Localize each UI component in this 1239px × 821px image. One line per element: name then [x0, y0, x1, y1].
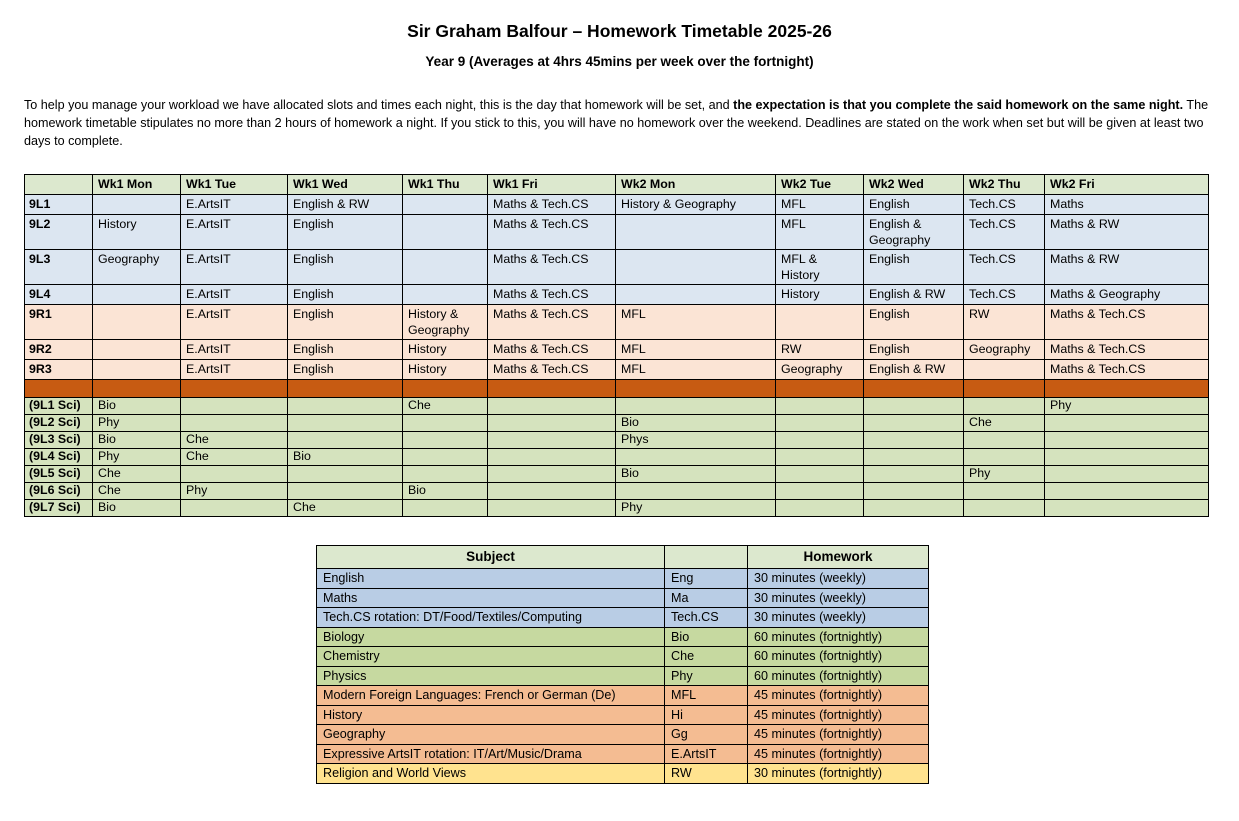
timetable-cell	[776, 305, 864, 340]
key-homework-cell: 30 minutes (weekly)	[748, 569, 929, 589]
key-abbr-cell: E.ArtsIT	[665, 744, 748, 764]
class-row-label: 9L4	[25, 285, 93, 305]
divider-row	[25, 380, 1209, 398]
timetable-cell: English	[288, 215, 403, 250]
timetable-cell: Geography	[776, 360, 864, 380]
key-abbr-cell: Che	[665, 647, 748, 667]
science-cell	[776, 415, 864, 432]
timetable-cell: E.ArtsIT	[181, 305, 288, 340]
class-row-9L2	[25, 215, 1209, 250]
timetable-cell: MFL	[616, 340, 776, 360]
science-cell	[776, 483, 864, 500]
science-cell	[1045, 432, 1209, 449]
key-abbr-cell: Eng	[665, 569, 748, 589]
key-header-subject: Subject	[317, 546, 665, 569]
science-cell: Che	[403, 398, 488, 415]
key-subject-cell: Maths	[317, 588, 665, 608]
key-subject-cell: Chemistry	[317, 647, 665, 667]
science-cell	[964, 500, 1045, 517]
timetable-cell	[93, 285, 181, 305]
timetable-cell: History	[403, 360, 488, 380]
science-cell: Bio	[403, 483, 488, 500]
timetable-cell: English	[864, 305, 964, 340]
science-cell	[864, 500, 964, 517]
key-table-body	[317, 569, 929, 784]
key-homework-cell: 30 minutes (fortnightly)	[748, 764, 929, 784]
timetable-cell: History & Geography	[616, 195, 776, 215]
timetable-cell: Maths & Tech.CS	[488, 215, 616, 250]
timetable-cell: Tech.CS	[964, 285, 1045, 305]
science-cell: Che	[288, 500, 403, 517]
science-cell	[776, 398, 864, 415]
science-cell	[1045, 500, 1209, 517]
science-row-label: (9L6 Sci)	[25, 483, 93, 500]
timetable-cell	[93, 360, 181, 380]
science-cell	[776, 449, 864, 466]
key-abbr-cell: Gg	[665, 725, 748, 745]
timetable-cell: E.ArtsIT	[181, 195, 288, 215]
science-cell	[776, 466, 864, 483]
intro-text-2: The homework timetable stipulates no more than 2 hours of homework a night. If you stick to this, you will have no homework over the weekend. Deadlines are stated on the work when set but will be given at least two days to complete.	[24, 98, 1209, 148]
divider-cell	[181, 380, 288, 398]
key-row	[317, 608, 929, 628]
science-row-label: (9L3 Sci)	[25, 432, 93, 449]
science-cell	[776, 500, 864, 517]
science-cell	[181, 466, 288, 483]
timetable-cell: E.ArtsIT	[181, 340, 288, 360]
science-cell	[488, 449, 616, 466]
timetable-header-cell: Wk2 Tue	[776, 175, 864, 195]
science-cell	[288, 466, 403, 483]
science-cell	[616, 449, 776, 466]
timetable-cell: MFL	[616, 305, 776, 340]
science-cell	[403, 466, 488, 483]
key-abbr-cell: Tech.CS	[665, 608, 748, 628]
timetable-cell: Geography	[93, 250, 181, 285]
timetable-cell: Maths & Tech.CS	[488, 285, 616, 305]
key-subject-cell: Religion and World Views	[317, 764, 665, 784]
timetable-cell	[616, 215, 776, 250]
timetable-cell: Tech.CS	[964, 195, 1045, 215]
key-row	[317, 588, 929, 608]
timetable-cell: English & Geography	[864, 215, 964, 250]
class-row-9R1	[25, 305, 1209, 340]
timetable-header-cell: Wk1 Fri	[488, 175, 616, 195]
key-row	[317, 705, 929, 725]
science-cell	[181, 415, 288, 432]
timetable-cell: RW	[776, 340, 864, 360]
class-row-label: 9L1	[25, 195, 93, 215]
timetable-cell: Maths & RW	[1045, 215, 1209, 250]
science-row-label: (9L7 Sci)	[25, 500, 93, 517]
key-header-abbr	[665, 546, 748, 569]
timetable-cell: English	[288, 340, 403, 360]
science-cell	[864, 398, 964, 415]
timetable-cell: Geography	[964, 340, 1045, 360]
science-cell	[864, 415, 964, 432]
key-header-homework: Homework	[748, 546, 929, 569]
timetable-cell: English & RW	[864, 360, 964, 380]
science-cell: Che	[964, 415, 1045, 432]
class-row-label: 9R1	[25, 305, 93, 340]
key-subject-cell: Tech.CS rotation: DT/Food/Textiles/Computing	[317, 608, 665, 628]
key-homework-cell: 45 minutes (fortnightly)	[748, 725, 929, 745]
science-cell	[488, 483, 616, 500]
science-cell	[616, 483, 776, 500]
science-cell: Che	[93, 483, 181, 500]
science-cell	[488, 415, 616, 432]
science-row-4	[25, 449, 1209, 466]
timetable-header-cell: Wk2 Fri	[1045, 175, 1209, 195]
timetable-cell: English & RW	[864, 285, 964, 305]
key-row	[317, 647, 929, 667]
timetable-cell	[403, 285, 488, 305]
timetable-header-cell: Wk1 Tue	[181, 175, 288, 195]
key-subject-cell: Physics	[317, 666, 665, 686]
science-cell	[403, 449, 488, 466]
science-cell	[864, 432, 964, 449]
key-homework-cell: 30 minutes (weekly)	[748, 608, 929, 628]
science-cell: Che	[181, 432, 288, 449]
science-row-2	[25, 415, 1209, 432]
science-cell: Bio	[93, 500, 181, 517]
science-cell: Bio	[93, 398, 181, 415]
science-cell: Phy	[616, 500, 776, 517]
divider-cell	[964, 380, 1045, 398]
science-cell: Bio	[616, 466, 776, 483]
timetable-cell: Maths & Tech.CS	[488, 340, 616, 360]
science-cell	[1045, 483, 1209, 500]
science-cell: Phys	[616, 432, 776, 449]
class-row-label: 9R2	[25, 340, 93, 360]
timetable-cell: English	[288, 360, 403, 380]
science-cell	[488, 466, 616, 483]
divider-cell	[488, 380, 616, 398]
science-row-label: (9L1 Sci)	[25, 398, 93, 415]
key-subject-cell: History	[317, 705, 665, 725]
timetable-cell: English	[864, 340, 964, 360]
key-row	[317, 725, 929, 745]
science-cell	[288, 432, 403, 449]
timetable-header-cell: Wk1 Mon	[93, 175, 181, 195]
timetable-cell: English	[864, 195, 964, 215]
science-cell: Bio	[93, 432, 181, 449]
science-cell	[181, 500, 288, 517]
key-abbr-cell: Bio	[665, 627, 748, 647]
science-cell	[964, 398, 1045, 415]
timetable-cell: English	[288, 250, 403, 285]
science-cell	[288, 398, 403, 415]
timetable-cell: E.ArtsIT	[181, 360, 288, 380]
timetable-body	[25, 195, 1209, 517]
class-row-label: 9L3	[25, 250, 93, 285]
science-cell	[288, 415, 403, 432]
intro-text-bold: the expectation is that you complete the said homework on the same night.	[733, 98, 1184, 112]
key-row	[317, 569, 929, 589]
divider-cell	[776, 380, 864, 398]
science-cell: Bio	[288, 449, 403, 466]
timetable-cell: English & RW	[288, 195, 403, 215]
science-row-7	[25, 500, 1209, 517]
timetable-cell	[616, 250, 776, 285]
science-cell: Phy	[93, 415, 181, 432]
science-cell	[488, 432, 616, 449]
timetable-header-cell: Wk2 Wed	[864, 175, 964, 195]
key-homework-cell: 45 minutes (fortnightly)	[748, 705, 929, 725]
key-homework-cell: 30 minutes (weekly)	[748, 588, 929, 608]
divider-cell	[864, 380, 964, 398]
science-cell	[864, 466, 964, 483]
key-subject-cell: Geography	[317, 725, 665, 745]
science-cell: Bio	[616, 415, 776, 432]
subject-key-table	[316, 545, 929, 784]
timetable-cell: MFL	[776, 195, 864, 215]
class-row-9R2	[25, 340, 1209, 360]
homework-timetable	[24, 174, 1209, 517]
science-cell: Phy	[964, 466, 1045, 483]
science-row-3	[25, 432, 1209, 449]
timetable-cell: History	[93, 215, 181, 250]
key-homework-cell: 60 minutes (fortnightly)	[748, 666, 929, 686]
science-row-label: (9L4 Sci)	[25, 449, 93, 466]
class-row-label: 9R3	[25, 360, 93, 380]
science-cell	[1045, 415, 1209, 432]
key-header-row	[317, 546, 929, 569]
class-row-9L3	[25, 250, 1209, 285]
science-cell: Che	[93, 466, 181, 483]
timetable-header-cell: Wk2 Mon	[616, 175, 776, 195]
science-cell	[488, 398, 616, 415]
divider-cell	[288, 380, 403, 398]
timetable-cell: MFL & History	[776, 250, 864, 285]
science-cell	[864, 449, 964, 466]
timetable-cell: English	[288, 285, 403, 305]
class-row-9R3	[25, 360, 1209, 380]
class-row-label: 9L2	[25, 215, 93, 250]
science-row-1	[25, 398, 1209, 415]
timetable-cell	[93, 340, 181, 360]
timetable-cell: English	[864, 250, 964, 285]
timetable-header-cell: Wk1 Thu	[403, 175, 488, 195]
timetable-cell	[403, 215, 488, 250]
key-subject-cell: Biology	[317, 627, 665, 647]
science-row-6	[25, 483, 1209, 500]
science-cell: Che	[181, 449, 288, 466]
timetable-cell: E.ArtsIT	[181, 215, 288, 250]
timetable-cell: Maths & Tech.CS	[488, 305, 616, 340]
timetable-cell: Maths	[1045, 195, 1209, 215]
intro-paragraph	[24, 96, 1215, 150]
science-cell	[403, 415, 488, 432]
timetable-cell	[616, 285, 776, 305]
key-abbr-cell: Ma	[665, 588, 748, 608]
class-row-9L1	[25, 195, 1209, 215]
timetable-cell: History & Geography	[403, 305, 488, 340]
timetable-header-row	[25, 175, 1209, 195]
timetable-cell: English	[288, 305, 403, 340]
key-homework-cell: 60 minutes (fortnightly)	[748, 647, 929, 667]
science-cell: Phy	[1045, 398, 1209, 415]
timetable-cell	[403, 195, 488, 215]
timetable-cell	[403, 250, 488, 285]
key-subject-cell: Modern Foreign Languages: French or German (De)	[317, 686, 665, 706]
key-homework-cell: 45 minutes (fortnightly)	[748, 686, 929, 706]
science-cell	[776, 432, 864, 449]
timetable-cell: Maths & Tech.CS	[488, 195, 616, 215]
science-cell	[1045, 466, 1209, 483]
key-homework-cell: 60 minutes (fortnightly)	[748, 627, 929, 647]
key-row	[317, 627, 929, 647]
divider-cell	[403, 380, 488, 398]
timetable-cell: Maths & RW	[1045, 250, 1209, 285]
timetable-header-cell: Wk2 Thu	[964, 175, 1045, 195]
timetable-cell: E.ArtsIT	[181, 250, 288, 285]
timetable-header-cell: Wk1 Wed	[288, 175, 403, 195]
key-row	[317, 686, 929, 706]
science-cell	[864, 483, 964, 500]
timetable-cell: Maths & Tech.CS	[1045, 305, 1209, 340]
timetable-cell: E.ArtsIT	[181, 285, 288, 305]
science-cell	[403, 500, 488, 517]
timetable-cell	[964, 360, 1045, 380]
key-row	[317, 764, 929, 784]
timetable-cell: Tech.CS	[964, 250, 1045, 285]
class-row-9L4	[25, 285, 1209, 305]
divider-cell	[25, 380, 93, 398]
timetable-corner-cell	[25, 175, 93, 195]
science-cell	[1045, 449, 1209, 466]
key-homework-cell: 45 minutes (fortnightly)	[748, 744, 929, 764]
science-cell	[964, 432, 1045, 449]
timetable-cell: History	[403, 340, 488, 360]
page-subtitle: Year 9 (Averages at 4hrs 45mins per week over the fortnight)	[425, 54, 814, 69]
key-abbr-cell: RW	[665, 764, 748, 784]
timetable-cell: Maths & Geography	[1045, 285, 1209, 305]
key-row	[317, 744, 929, 764]
timetable-cell: MFL	[776, 215, 864, 250]
science-cell: Phy	[93, 449, 181, 466]
timetable-cell	[93, 195, 181, 215]
science-row-label: (9L2 Sci)	[25, 415, 93, 432]
science-cell	[403, 432, 488, 449]
page-title: Sir Graham Balfour – Homework Timetable 2025-26	[407, 21, 832, 41]
key-abbr-cell: Hi	[665, 705, 748, 725]
key-abbr-cell: Phy	[665, 666, 748, 686]
timetable-cell: Maths & Tech.CS	[1045, 360, 1209, 380]
science-cell	[488, 500, 616, 517]
science-cell	[616, 398, 776, 415]
science-row-5	[25, 466, 1209, 483]
science-row-label: (9L5 Sci)	[25, 466, 93, 483]
key-abbr-cell: MFL	[665, 686, 748, 706]
divider-cell	[616, 380, 776, 398]
divider-cell	[1045, 380, 1209, 398]
timetable-cell: Maths & Tech.CS	[488, 250, 616, 285]
timetable-cell	[93, 305, 181, 340]
science-cell: Phy	[181, 483, 288, 500]
science-cell	[181, 398, 288, 415]
timetable-cell: RW	[964, 305, 1045, 340]
divider-cell	[93, 380, 181, 398]
timetable-cell: Maths & Tech.CS	[1045, 340, 1209, 360]
science-cell	[964, 483, 1045, 500]
timetable-cell: Tech.CS	[964, 215, 1045, 250]
science-cell	[288, 483, 403, 500]
science-cell	[964, 449, 1045, 466]
timetable-cell: Maths & Tech.CS	[488, 360, 616, 380]
timetable-cell: History	[776, 285, 864, 305]
intro-text-1: To help you manage your workload we have allocated slots and times each night, this is the day that homework will be set, and	[24, 98, 734, 112]
key-subject-cell: Expressive ArtsIT rotation: IT/Art/Music/Drama	[317, 744, 665, 764]
key-row	[317, 666, 929, 686]
key-subject-cell: English	[317, 569, 665, 589]
timetable-cell: MFL	[616, 360, 776, 380]
